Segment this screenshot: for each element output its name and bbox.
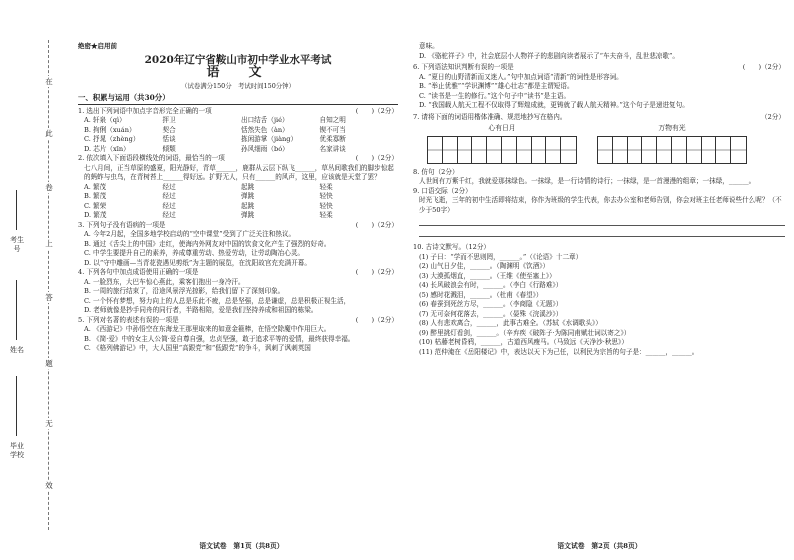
field-line [16,376,17,436]
field-school: 毕业学校 [10,442,24,459]
recitation-item: (11) 范仲淹在《岳阳楼记》中，表达以天下为己任，以利民为宗旨的句子是：______，______。 [419,347,699,356]
sealing-char: 在 [45,77,53,86]
grid-word: 心有日月 [488,124,516,132]
question-stem: 7. 请将下面的词语用楷体准确、规范地抄写在格内。 [413,112,567,121]
option-c: C. “读书是一生的修行。”这个句子中“读书”是主语。 [419,91,571,100]
option-cell: 起跳 [241,182,255,191]
option-b: B. 繁茂 [84,192,107,200]
question-stem: 5. 下列对名著的表述有误的一项是 [78,315,179,324]
option-cell: 轻快 [319,192,333,200]
recitation-item: (2) 山气日夕佳，______。（陶渊明《饮酒》） [419,262,550,270]
option-b: B. 一周的旅行结束了，沿途风景浮光掠影，给我们留下了深刻印象。 [84,287,285,295]
option-row [78,183,398,193]
question-stem: 6. 下列语法知识判断有误的一项是 [413,63,514,71]
question-stem: 8. 仿句（2分） [413,167,459,176]
option-a: A. 《西游记》中孙悟空在东海龙王那里取来的如意金箍棒，在悟空除魔中作用巨大。 [84,325,331,333]
question-score: ( )（2分） [355,106,398,115]
option-cell: 优柔寡断 [319,135,346,143]
option-d: D. 以“守中雕画—当青花瓷遇见剪纸”为主题的展览，在沈阳故宫充充满开幕。 [84,258,311,267]
question-passage: 时光飞逝，三年的初中生活即将结束，你作为班级的学生代表，你去办公室和老师告别，你会对班主任老师说些什么呢？（不少于50字） [419,196,782,214]
question-9 [413,187,785,238]
option-b: B. 通过《舌尖上的中国》走红，使海内外网友对中国的饮食文化产生了强烈的好奇。 [84,239,331,248]
question-stem: 2. 依次填入下面语段横线处的词语，最恰当的一项 [78,154,225,162]
grid-cells[interactable] [427,136,577,164]
recitation-item: (1) 子曰：“学而不思则罔，______。”（《论语》十二章） [419,252,583,261]
option-c: C. 一个怀有梦想，努力向上的人总是乐此不疲，总是坚强，总是谦虚，总是积极正视生活， [84,296,351,305]
option-row [78,145,398,155]
answer-line[interactable] [419,215,785,226]
option-cell: 孙风细雨（bó） [241,144,289,153]
recitation-item: (8) 人有悲欢离合，______，此事古难全。（苏轼《水调歌头》） [419,319,602,327]
writing-grids [427,124,785,164]
grid-word: 万物有光 [658,124,686,132]
option-cell: 出口结舌（jié） [241,116,289,124]
option-a: A. 今年2月起，全国多地学校启动的“空中课堂”受到了广泛关注和热议。 [84,230,296,238]
exam-title: 2020年辽宁省鞍山市初中学业水平考试 [144,53,332,66]
question-10 [413,243,785,357]
question-score: ( )（2分） [742,63,785,71]
recitation-item: (3) 大漠孤烟直，______。（王维《使至塞上》） [419,271,556,280]
option-cell: 经过 [162,201,176,210]
question-score: ( )（2分） [355,220,398,229]
sealing-line [48,40,49,530]
question-score: ( )（2分） [355,315,398,324]
option-cell: 经过 [162,192,176,200]
sealing-char: 卷 [45,183,53,192]
option-cell: 弹跳 [241,192,255,200]
question-1 [78,107,398,155]
question-5-continued: 意味。 [419,42,439,50]
option-cell: 经过 [162,182,176,191]
question-3 [78,221,398,269]
option-d: D. 繁茂 [84,211,107,219]
option-cell: 经过 [162,211,176,219]
exam-page-2 [405,0,794,560]
option-row [78,202,398,212]
field-name: 姓名 [10,346,24,354]
question-2 [78,154,398,221]
question-passage: 七八月间，正当草原的盛夏，阳光静好，青草______，鹿群从云层下纵飞______，草丛间歌我们的脚步惊起的蚂蚱与虫鸟，在青树苔上______得好远。扩野无人，只有______的风声，这里，应该就是天堂了罢？ [84,163,394,181]
option-cell: 契合 [162,125,176,134]
field-candidate-number: 考生号 [10,236,24,253]
page-footer: 语文试卷 第1页（共8页） [199,542,284,550]
option-row [78,135,398,145]
recitation-item: (7) 无可奈何花落去，______。（晏殊《浣溪沙》） [419,309,563,318]
option-cell: 恬然失色（àn） [241,125,289,134]
option-cell: 拣闲游掌（jiàng） [241,135,298,143]
recitation-item: (6) 春蚕到死丝方尽，______。（李商隐《无题》） [419,300,563,308]
question-score: ( )（2分） [355,268,398,276]
question-5 [78,316,398,354]
question-8 [413,168,785,187]
sealing-char: 此 [45,129,53,138]
option-cell: 起跳 [241,201,255,210]
question-stem: 9. 口语交际（2分） [413,186,472,195]
option-c: C. 抒晁（zhèng） [84,135,140,143]
field-line [16,190,17,230]
option-row [78,126,398,136]
option-cell: 轻柔 [319,182,333,191]
option-cell: 自知之明 [319,116,346,124]
question-stem: 10. 古诗文默写。（12分） [413,243,491,251]
question-stem: 4. 下列各句中加点成语使用正确的一项是 [78,268,199,276]
sealing-char: 无 [45,419,53,428]
answer-line[interactable] [419,226,785,237]
option-row [78,211,398,221]
option-a: A. 繁茂 [84,182,107,191]
page-1-content [78,42,398,354]
field-line [16,280,17,340]
page-footer: 语文试卷 第2页（共8页） [557,542,642,550]
secret-label: 绝密★启用前 [78,42,117,50]
option-cell: 倾颓 [162,144,176,153]
grid-cells[interactable] [597,136,747,164]
recitation-item: (10) 枯藤老树昏鸦，______，古道西风瘦马。（马致远《天净沙·秋思》） [419,338,628,346]
option-c: C. 《格列佛游记》中，大人国里“高跟党”和“低跟党”的争斗，讽刺了讽刺英国 [84,344,311,352]
question-4 [78,268,398,316]
option-cell: 弹跳 [241,211,255,219]
exam-info: （试卷满分150分 考试时间150分钟） [181,81,295,90]
question-score: ( )（2分） [355,154,398,162]
question-6 [413,63,785,111]
option-d: D. 老师就像是抄手同舟的同行者，半路相陪，爱是我们坚持养成和祖国的栋梁。 [84,306,318,314]
sealing-char: 答 [45,293,53,302]
binding-margin [4,40,74,530]
option-cell: 锲不可当 [319,125,346,134]
option-a: A. “夏日的山野清新而又迷人。”句中加点词语“清新”的词性是形容词。 [419,72,623,81]
option-cell: 抨卫 [162,116,176,124]
option-d: D. 芯片（xīn） [84,144,130,153]
sealing-char: 效 [45,481,53,490]
question-stem: 1. 选出下列词语中加点字音形完全正确的一项 [78,106,212,115]
question-stem: 3. 下列句子没有语病的一项是 [78,220,166,229]
question-score: （2分） [761,112,785,121]
writing-grid-1 [427,124,577,164]
question-7 [413,113,785,164]
option-d: D. 《骆驼祥子》中，社会底层小人物祥子的悲剧向读者展示了“车夫奋斗，乱世悲凉歌”。 [419,51,679,60]
option-b: B. 拘俐（xuán） [84,125,136,134]
option-cell: 轻柔 [319,211,333,219]
option-cell: 轻快 [319,201,333,210]
option-cell: 恬谈 [162,135,176,143]
option-b: B. 《简·爱》中的女主人公简·爱自尊自强，忠贞坚强，敢于追求平等的爱情，最终获得幸福。 [84,334,355,343]
option-b: B. “举止优雅”“学识渊博”“雄心壮志”都是主谓短语。 [419,82,574,90]
recitation-item: (9) 醉里挑灯看剑，______。（辛弃疾《破阵子·为陈同甫赋壮词以寄之》） [419,328,631,337]
option-d: D. “我国载人航天工程不仅取得了辉煌成就，更铸就了载人航天精神。”这个句子是递进复句。 [419,101,689,109]
option-row [78,116,398,126]
recitation-item: (4) 长风破浪会有时，______。（李白《行路难》） [419,281,563,289]
option-a: A. 一脸烈东，大巴车惊心燕此，乘客们抱出一身冷汗。 [84,277,245,286]
option-c: C. 中学生要提升自己的素养，养成尊重劳动、热爱劳动，让劳动陶冶心灵。 [84,249,305,257]
option-c: C. 繁荣 [84,201,107,210]
option-cell: 名家讲谈 [319,144,346,153]
section-heading: 一、积累与运用（共30分） [78,93,398,105]
page-2-content [413,42,785,357]
sealing-char: 题 [45,359,53,368]
recitation-item: (5) 感时花溅泪，______。（杜甫《春望》） [419,290,543,299]
option-a: A. 轩泉（qì） [84,116,126,124]
option-row [78,192,398,202]
question-passage: 人世间有万紫千红，我就爱那抹绿色。一抹绿，是一行诗情的诗行；一抹绿，是一首漫漫的组章；一抹绿，______。 [419,177,756,185]
subject-title: 语 文 [206,65,270,80]
sealing-char: 上 [45,239,53,248]
writing-grid-2 [597,124,747,164]
